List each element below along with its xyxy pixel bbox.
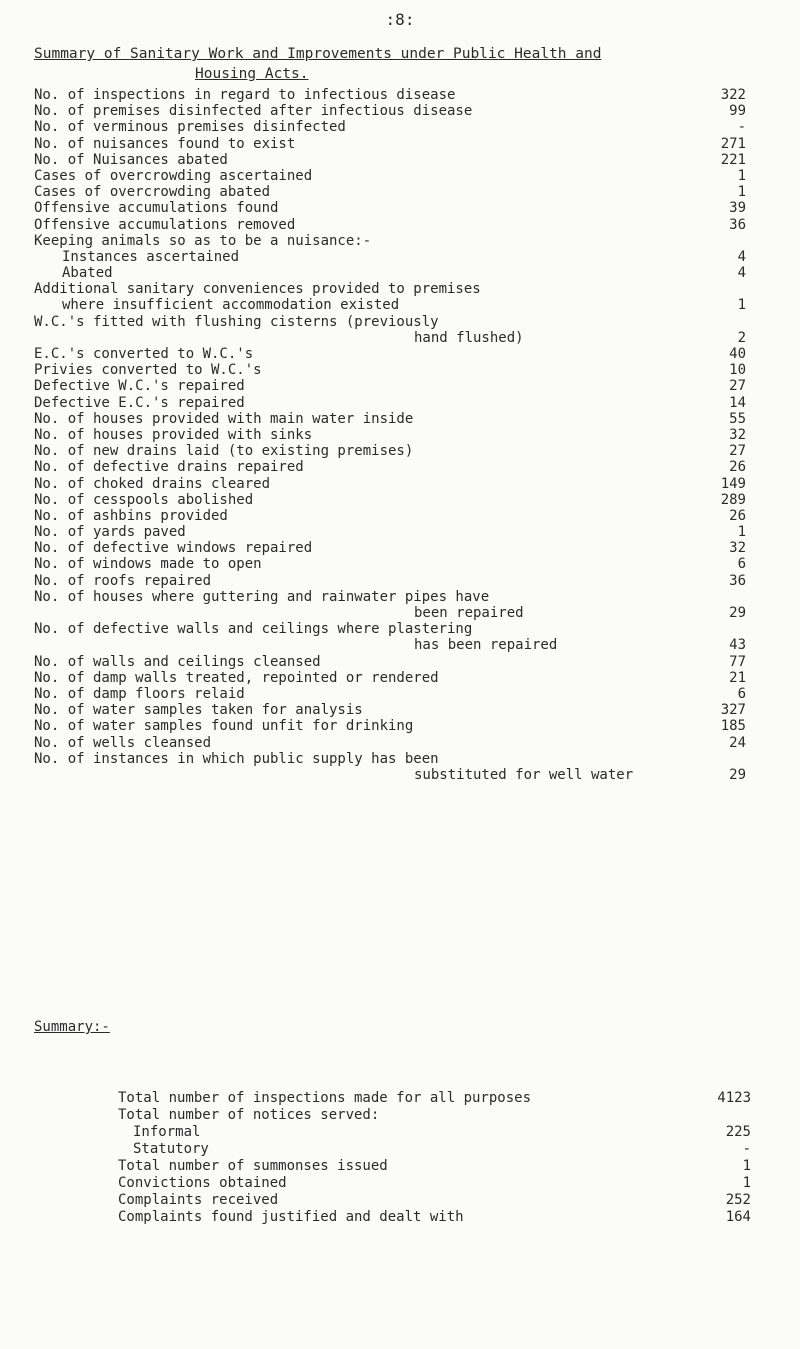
item-description: Abated bbox=[62, 265, 113, 282]
item-value: 271 bbox=[720, 135, 746, 152]
summary-row bbox=[118, 1209, 751, 1226]
item-description: Additional sanitary conveniences provided to premises bbox=[34, 281, 481, 298]
item-description: Instances ascertained bbox=[62, 248, 240, 265]
item-value: 149 bbox=[720, 475, 746, 492]
item-description: No. of water samples taken for analysis bbox=[34, 702, 363, 719]
table-row bbox=[34, 395, 746, 411]
item-value: 322 bbox=[720, 87, 746, 103]
item-value: 27 bbox=[729, 378, 746, 395]
summary-row bbox=[118, 1192, 751, 1209]
item-description: No. of instances in which public supply has been bbox=[34, 750, 439, 767]
item-description: No. of walls and ceilings cleansed bbox=[34, 653, 321, 670]
item-description: Cases of overcrowding abated bbox=[34, 184, 271, 201]
summary-row bbox=[118, 1158, 751, 1175]
summary-value: 225 bbox=[725, 1124, 751, 1140]
item-description: No. of ashbins provided bbox=[34, 507, 228, 524]
summary-row bbox=[118, 1175, 751, 1192]
item-value: 99 bbox=[729, 103, 746, 120]
summary-row bbox=[118, 1090, 751, 1107]
document-subtitle: Housing Acts. bbox=[195, 66, 309, 82]
page-number: :8: bbox=[385, 10, 415, 29]
item-value: 55 bbox=[729, 410, 746, 427]
item-description: No. of premises disinfected after infectious disease bbox=[34, 103, 473, 120]
table-row bbox=[34, 573, 746, 589]
table-row bbox=[34, 427, 746, 443]
item-description-continued: where insufficient accommodation existed bbox=[62, 297, 400, 314]
summary-label: Convictions obtained bbox=[118, 1175, 287, 1191]
item-description: Defective E.C.'s repaired bbox=[34, 394, 245, 411]
item-value: 26 bbox=[729, 459, 746, 476]
item-description: No. of Nuisances abated bbox=[34, 151, 228, 168]
item-description: Cases of overcrowding ascertained bbox=[34, 167, 313, 184]
item-description: Offensive accumulations found bbox=[34, 200, 279, 217]
table-row bbox=[34, 103, 746, 119]
table-row bbox=[34, 119, 746, 135]
item-description: E.C.'s converted to W.C.'s bbox=[34, 346, 254, 363]
table-row bbox=[34, 589, 746, 621]
summary-row bbox=[118, 1107, 751, 1124]
table-row bbox=[34, 362, 746, 378]
table-row bbox=[34, 476, 746, 492]
item-description: Keeping animals so as to be a nuisance:- bbox=[34, 232, 372, 249]
item-value: 14 bbox=[729, 394, 746, 411]
item-description: No. of verminous premises disinfected bbox=[34, 119, 346, 136]
item-value: 39 bbox=[729, 200, 746, 217]
table-row bbox=[34, 184, 746, 200]
item-value: 1 bbox=[737, 184, 746, 201]
item-description: No. of houses provided with main water inside bbox=[34, 410, 414, 427]
item-value: 32 bbox=[729, 426, 746, 443]
item-value: 10 bbox=[729, 362, 746, 379]
item-description: No. of new drains laid (to existing premises) bbox=[34, 443, 414, 460]
summary-label: Informal bbox=[133, 1124, 201, 1140]
item-description-continued: hand flushed) bbox=[414, 329, 524, 346]
table-row bbox=[34, 540, 746, 556]
item-description: Privies converted to W.C.'s bbox=[34, 362, 262, 379]
item-description: No. of inspections in regard to infectious disease bbox=[34, 87, 456, 103]
table-row bbox=[34, 686, 746, 702]
item-description: No. of roofs repaired bbox=[34, 572, 212, 589]
summary-label: Total number of notices served: bbox=[118, 1107, 380, 1123]
item-value: 29 bbox=[729, 605, 746, 622]
item-description: No. of damp walls treated, repointed or rendered bbox=[34, 669, 439, 686]
summary-label: Total number of inspections made for all purposes bbox=[118, 1090, 532, 1106]
summary-value: 1 bbox=[742, 1158, 751, 1174]
item-value: 26 bbox=[729, 507, 746, 524]
item-value: 4 bbox=[737, 265, 746, 282]
item-description: No. of choked drains cleared bbox=[34, 475, 271, 492]
table-row bbox=[34, 654, 746, 670]
table-row bbox=[34, 492, 746, 508]
item-value: 221 bbox=[720, 151, 746, 168]
item-description: No. of defective drains repaired bbox=[34, 459, 304, 476]
item-value: 327 bbox=[720, 702, 746, 719]
item-description: W.C.'s fitted with flushing cisterns (previously bbox=[34, 313, 439, 330]
item-value: 1 bbox=[737, 167, 746, 184]
item-value: 1 bbox=[737, 297, 746, 314]
item-value: 29 bbox=[729, 766, 746, 783]
summary-table bbox=[118, 1090, 751, 1226]
summary-row bbox=[118, 1124, 751, 1141]
table-row bbox=[34, 217, 746, 233]
table-row bbox=[34, 508, 746, 524]
document-title bbox=[34, 46, 601, 62]
item-value: 6 bbox=[737, 686, 746, 702]
sanitary-work-table bbox=[34, 87, 746, 783]
item-value: 24 bbox=[729, 734, 746, 751]
summary-value: 4123 bbox=[717, 1090, 751, 1106]
table-row bbox=[34, 524, 746, 540]
item-value: - bbox=[737, 119, 746, 136]
table-row bbox=[34, 168, 746, 184]
table-row bbox=[34, 314, 746, 346]
item-value: 185 bbox=[720, 718, 746, 735]
title-line-1: Summary of Sanitary Work and Improvements under Public Health and bbox=[34, 46, 602, 62]
item-description: No. of wells cleansed bbox=[34, 734, 212, 751]
item-value: 289 bbox=[720, 491, 746, 508]
table-row bbox=[34, 281, 746, 313]
table-row bbox=[34, 670, 746, 686]
table-row bbox=[34, 735, 746, 751]
table-row bbox=[34, 136, 746, 152]
item-description: No. of defective walls and ceilings where plastering bbox=[34, 621, 473, 638]
table-row bbox=[34, 265, 746, 281]
table-row bbox=[34, 751, 746, 783]
item-description: No. of water samples found unfit for drinking bbox=[34, 718, 414, 735]
item-value: 40 bbox=[729, 346, 746, 363]
table-row bbox=[34, 200, 746, 216]
summary-value: 1 bbox=[742, 1175, 751, 1191]
item-description: No. of damp floors relaid bbox=[34, 686, 245, 702]
item-value: 2 bbox=[737, 329, 746, 346]
item-description: No. of nuisances found to exist bbox=[34, 135, 296, 152]
table-row bbox=[34, 346, 746, 362]
table-row bbox=[34, 249, 746, 265]
item-value: 21 bbox=[729, 669, 746, 686]
table-row bbox=[34, 459, 746, 475]
item-description: No. of houses provided with sinks bbox=[34, 426, 313, 443]
item-value: 43 bbox=[729, 637, 746, 654]
summary-heading: Summary:- bbox=[34, 1019, 110, 1035]
table-row bbox=[34, 378, 746, 394]
table-row bbox=[34, 87, 746, 103]
item-value: 32 bbox=[729, 540, 746, 557]
item-value: 6 bbox=[737, 556, 746, 573]
table-row bbox=[34, 152, 746, 168]
summary-value: 252 bbox=[725, 1192, 751, 1208]
summary-label: Complaints received bbox=[118, 1192, 279, 1208]
item-description-continued: been repaired bbox=[414, 605, 524, 622]
summary-value: - bbox=[742, 1141, 751, 1157]
item-value: 36 bbox=[729, 572, 746, 589]
item-description: Defective W.C.'s repaired bbox=[34, 378, 245, 395]
item-value: 36 bbox=[729, 216, 746, 233]
summary-label: Complaints found justified and dealt with bbox=[118, 1209, 464, 1225]
summary-label: Statutory bbox=[133, 1141, 209, 1157]
table-row bbox=[34, 621, 746, 653]
item-value: 4 bbox=[737, 248, 746, 265]
item-description: No. of houses where guttering and rainwater pipes have bbox=[34, 588, 490, 605]
item-description: No. of cesspools abolished bbox=[34, 491, 254, 508]
item-description: No. of defective windows repaired bbox=[34, 540, 313, 557]
table-row bbox=[34, 718, 746, 734]
item-value: 1 bbox=[737, 524, 746, 541]
item-description: No. of yards paved bbox=[34, 524, 186, 541]
item-description-continued: has been repaired bbox=[414, 637, 558, 654]
summary-label: Total number of summonses issued bbox=[118, 1158, 388, 1174]
item-value: 77 bbox=[729, 653, 746, 670]
item-description: Offensive accumulations removed bbox=[34, 216, 296, 233]
item-value: 27 bbox=[729, 443, 746, 460]
table-row bbox=[34, 411, 746, 427]
item-description: No. of windows made to open bbox=[34, 556, 262, 573]
table-row bbox=[34, 702, 746, 718]
summary-row bbox=[118, 1141, 751, 1158]
table-row bbox=[34, 443, 746, 459]
table-row bbox=[34, 556, 746, 572]
summary-value: 164 bbox=[725, 1209, 751, 1225]
table-row bbox=[34, 233, 746, 249]
item-description-continued: substituted for well water bbox=[414, 766, 634, 783]
